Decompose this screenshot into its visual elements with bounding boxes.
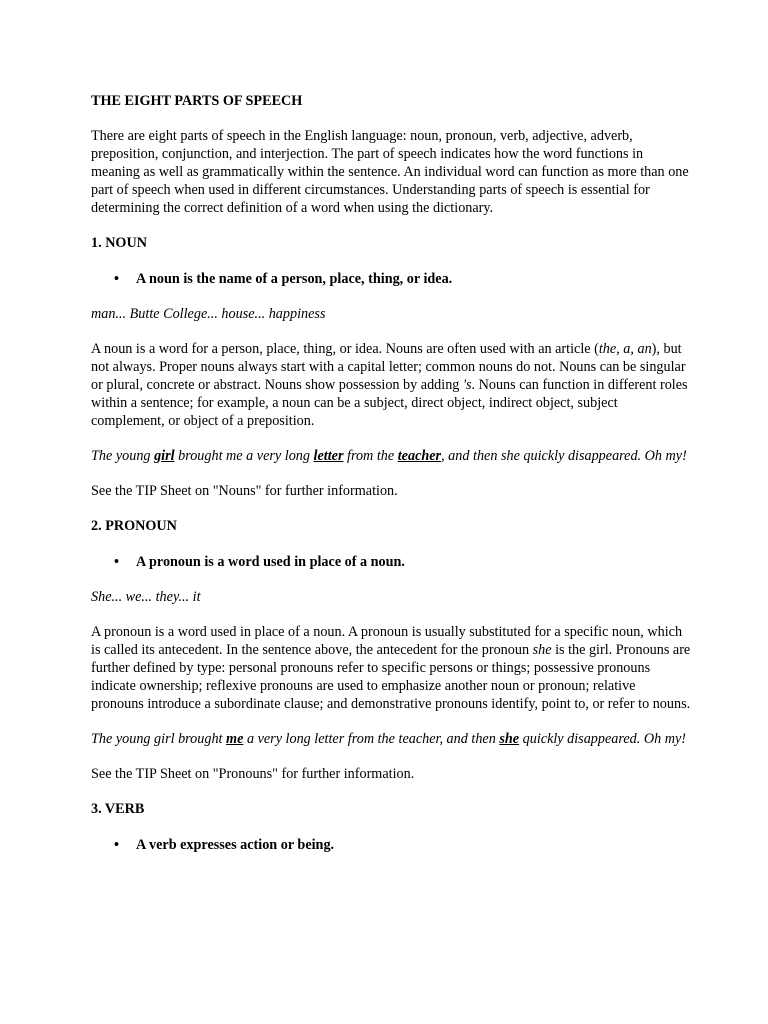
sentence-text: a very long letter from the teacher, and then (243, 731, 500, 747)
noun-body-italic: an (637, 341, 652, 357)
pronoun-tip-reference: See the TIP Sheet on "Pronouns" for further information. (91, 766, 415, 782)
highlighted-noun: letter (313, 448, 344, 464)
pronoun-example-sentence (91, 730, 691, 748)
sentence-text: brought me a very long (174, 448, 314, 464)
noun-body-italic: 's (462, 377, 472, 393)
pronoun-heading: 2. PRONOUN (91, 518, 177, 534)
sentence-text: quickly disappeared. Oh my! (519, 731, 687, 747)
highlighted-pronoun: me (226, 731, 244, 747)
document-title: THE EIGHT PARTS OF SPEECH (91, 93, 303, 109)
sentence-text: The young (91, 448, 155, 464)
pronoun-body-text: A pronoun is a word used in place of a noun. A pronoun is usually substituted for a specific noun, which is called its antecedent. In the sentence above, the antecedent for the pronoun (91, 624, 683, 658)
sentence-text: from the (343, 448, 398, 464)
verb-definition: A verb expresses action or being. (136, 837, 335, 853)
verb-heading: 3. VERB (91, 801, 145, 817)
pronoun-body-paragraph (91, 623, 691, 713)
highlighted-noun: teacher (397, 448, 442, 464)
noun-body-italic: the (598, 341, 617, 357)
pronoun-examples: She... we... they... it (91, 589, 201, 605)
noun-body-text: A noun is a word for a person, place, thing, or idea. Nouns are often used with an article ( (91, 341, 599, 357)
section-pronoun (91, 517, 691, 783)
pronoun-definition: A pronoun is a word used in place of a noun. (136, 554, 405, 570)
sentence-text: The young girl brought (91, 731, 227, 747)
noun-definition-bullet (91, 270, 691, 288)
section-verb (91, 800, 691, 854)
noun-body-text: . Nouns can function in different roles within a sentence; for example, a noun can be a subject, direct object, indirect object, subject complement, or object of a preposition. (91, 377, 688, 429)
pronoun-body-italic: she (532, 642, 552, 658)
sentence-text: , and then she quickly disappeared. Oh my! (441, 448, 687, 464)
noun-body-italic: a (623, 341, 631, 357)
bullet-dot-icon: • (114, 271, 119, 287)
noun-body-paragraph (91, 340, 691, 430)
pronoun-body-text: is the girl. Pronouns are further defined by type: personal pronouns refer to specific persons or things; possessive pronouns indicate ownership; reflexive pronouns are used to emphasize another noun or pronoun; relative pronouns introduce a subordinate clause; and demonstrative pronouns identify, point to, or refer to nouns. (91, 642, 691, 712)
verb-definition-bullet (91, 836, 691, 854)
noun-examples: man... Butte College... house... happiness (91, 306, 326, 322)
document-page (91, 92, 691, 871)
highlighted-noun: girl (154, 448, 175, 464)
noun-body-text: ), but not always. Proper nouns always start with a capital letter; common nouns do not. Nouns can be singular or plural, concrete or abstract. Nouns show possession by adding (91, 341, 686, 393)
noun-tip-reference: See the TIP Sheet on "Nouns" for further information. (91, 483, 398, 499)
bullet-dot-icon: • (114, 837, 119, 853)
section-noun (91, 234, 691, 500)
intro-paragraph: There are eight parts of speech in the English language: noun, pronoun, verb, adjective, adverb, preposition, conjunction, and interjection. The part of speech indicates how the word functions in meaning as well as grammatically within the sentence. An individual word can function as more than one part of speech when used in different circumstances. Understanding parts of speech is essential for determining the correct definition of a word when using the dictionary. (91, 128, 689, 216)
noun-body-text: , (616, 341, 624, 357)
noun-definition: A noun is the name of a person, place, thing, or idea. (136, 271, 453, 287)
highlighted-pronoun: she (499, 731, 520, 747)
noun-example-sentence (91, 447, 691, 465)
noun-heading: 1. NOUN (91, 235, 147, 251)
pronoun-definition-bullet (91, 553, 691, 571)
bullet-dot-icon: • (114, 554, 119, 570)
noun-body-text: , (630, 341, 638, 357)
